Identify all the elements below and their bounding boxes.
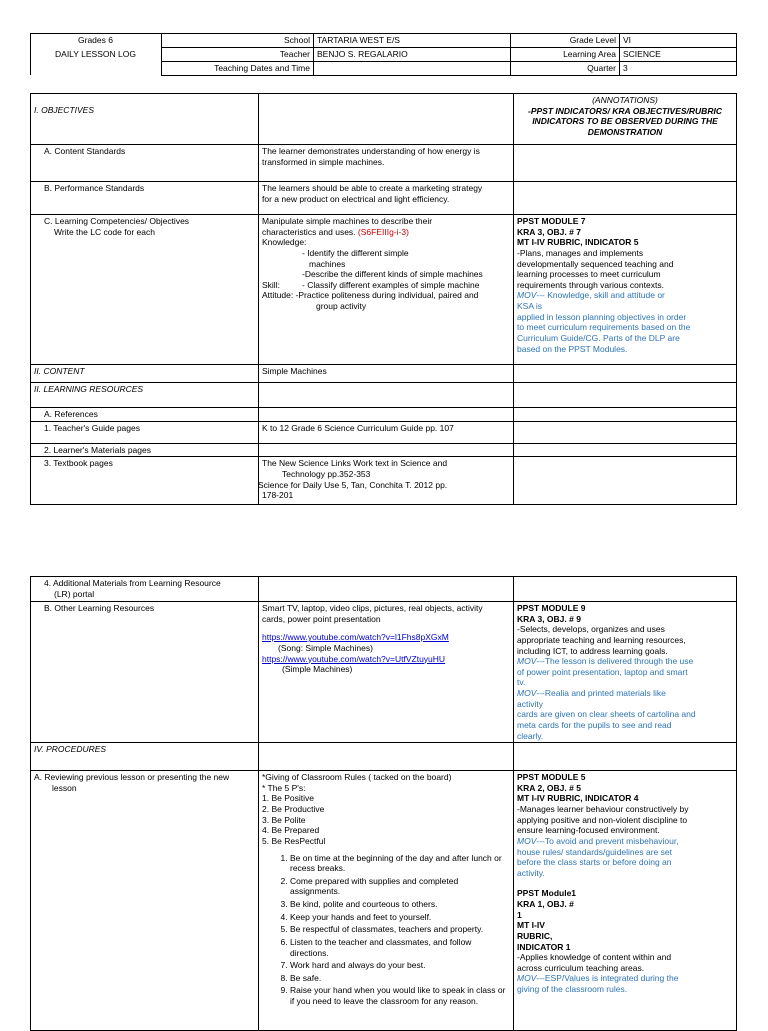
additional-materials-label: 4. Additional Materials from Learning Resource (LR) portal — [31, 577, 259, 602]
procedures-heading: IV. PROCEDURES — [31, 743, 259, 771]
objectives-content-cell — [259, 94, 514, 145]
other-resources-text: Smart TV, laptop, video clips, pictures, real objects, activity cards, power point presentation https://www.youtube.com/watch?v=l1Fhs8pXGxM (Song: Simple Machines) https://www.youtube.com/watch?v=UtfVZtuyuHU (Simple Machines) — [259, 602, 514, 743]
content-standards-label: A. Content Standards — [31, 145, 259, 182]
teaching-dates-value — [314, 62, 511, 76]
rule-item: 8. Be safe. — [290, 973, 510, 984]
teacher-label: Teacher — [162, 48, 314, 62]
classroom-rules-text: *Giving of Classroom Rules ( tacked on the board) * The 5 P's: 1. Be Positive 2. Be Productive 3. Be Polite 4. Be Prepared 5. Be ResPectful 1. Be on time at the beginning of the day and after lunch or recess breaks. 2. Come prepared with supplies and completed assignments. 3. Be kind, polite and courteous to others. 4. Keep your hands and feet to yourself. 5. Be respectful of classmates, teachers and property. 6. Listen to the teacher and classmates, and follow directions. 7. Work hard and always do your best. 8. Be safe. 9. Raise your hand when you would like to speak in class or if you need to leave the classroom for any reason. — [259, 771, 514, 1031]
other-resources-label: B. Other Learning Resources — [31, 602, 259, 743]
rule-item: 4. Keep your hands and feet to yourself. — [290, 912, 510, 923]
resources-procedures-table — [30, 576, 737, 1031]
lc-code: (S6FEIIIg-i-3) — [357, 226, 409, 237]
performance-standards-annotation — [514, 182, 737, 215]
classroom-rules-list — [262, 853, 510, 1007]
rule-item: 5. Be respectful of classmates, teachers and property. — [290, 924, 510, 935]
rule-item: 1. Be on time at the beginning of the day and after lunch or recess breaks. — [290, 853, 510, 874]
objectives-table — [30, 93, 737, 505]
learning-resources-heading: II. LEARNING RESOURCES — [31, 383, 259, 408]
teachers-guide-annotation — [514, 421, 737, 443]
content-heading: II. CONTENT — [31, 365, 259, 383]
content-standards-annotation — [514, 145, 737, 182]
grade-level-label: Grade Level — [511, 34, 620, 48]
content-text: Simple Machines — [259, 365, 514, 383]
learners-materials-text — [259, 443, 514, 457]
learning-resources-annotation — [514, 383, 737, 408]
learners-materials-label: 2. Learner's Materials pages — [31, 443, 259, 457]
competencies-annotation: PPST MODULE 7 KRA 3, OBJ. # 7 MT I-IV RUBRIC, INDICATOR 5 -Plans, manages and implements developmentally sequenced teaching and learning processes to meet curriculum requirements through various contexts. MOV--- Knowledge, skill and attitude or KSA is applied in lesson planning objectives in order to meet curriculum requirements based on the Curriculum Guide/CG. Parts of the DLP are based on the PPST Modules. — [514, 215, 737, 365]
youtube-link-video[interactable]: https://www.youtube.com/watch?v=UtfVZtuyuHU — [262, 653, 446, 664]
procedures-annotation — [514, 743, 737, 771]
teachers-guide-label: 1. Teacher's Guide pages — [31, 421, 259, 443]
header-table — [161, 33, 737, 76]
other-resources-annotation: PPST MODULE 9 KRA 3, OBJ. # 9 -Selects, develops, organizes and uses appropriate teaching and learning resources, including ICT, to address learning goals. MOV---The lesson is delivered through the use of power point presentation, laptop and smart tv. MOV---Realia and printed materials like activity cards are given on clear sheets of cartolina and meta cards for the pupils to see and read clearly. — [514, 602, 737, 743]
teacher-value: BENJO S. REGALARIO — [314, 48, 511, 62]
teaching-dates-label: Teaching Dates and Time — [162, 62, 314, 76]
textbook-label: 3. Textbook pages — [31, 457, 259, 505]
performance-standards-text: The learners should be able to create a marketing strategy for a new product on electrical and light efficiency. — [259, 182, 514, 215]
competencies-label: C. Learning Competencies/ Objectives Write the LC code for each — [31, 215, 259, 365]
rule-item: 3. Be kind, polite and courteous to others. — [290, 899, 510, 910]
learners-materials-annotation — [514, 443, 737, 457]
additional-materials-text — [259, 577, 514, 602]
additional-materials-annotation — [514, 577, 737, 602]
content-annotation — [514, 365, 737, 383]
review-lesson-label: A. Reviewing previous lesson or presenting the new lesson — [31, 771, 259, 1031]
competencies-text: Manipulate simple machines to describe their characteristics and uses. (S6FEIIIg-i-3) Knowledge: - Identify the different simple machines -Describe the different kinds of simple machines Skill: - Classify different examples of simple machine Attitude: -Practice politeness during individual, paired and group activity — [259, 215, 514, 365]
references-content — [259, 408, 514, 422]
teachers-guide-text: K to 12 Grade 6 Science Curriculum Guide pp. 107 — [259, 421, 514, 443]
school-label: School — [162, 34, 314, 48]
learning-resources-content — [259, 383, 514, 408]
grades-label: Grades 6 — [78, 35, 113, 45]
references-annotation — [514, 408, 737, 422]
learning-area-label: Learning Area — [511, 48, 620, 62]
grade-level-value: VI — [620, 34, 737, 48]
performance-standards-label: B. Performance Standards — [31, 182, 259, 215]
youtube-link-song[interactable]: https://www.youtube.com/watch?v=l1Fhs8pXGxM — [262, 632, 449, 643]
quarter-label: Quarter — [511, 62, 620, 76]
content-standards-text: The learner demonstrates understanding of how energy is transformed in simple machines. — [259, 145, 514, 182]
objectives-heading: I. OBJECTIVES — [31, 94, 259, 145]
daily-lesson-log-title: DAILY LESSON LOG — [55, 49, 136, 59]
procedures-content — [259, 743, 514, 771]
textbook-text: The New Science Links Work text in Science and Technology pp.352-353 Science for Daily Use 5, Tan, Conchita T. 2012 pp. 178-201 — [259, 457, 514, 505]
rule-item: 6. Listen to the teacher and classmates, and follow directions. — [290, 937, 510, 958]
school-value: TARTARIA WEST E/S — [314, 34, 511, 48]
rule-item: 2. Come prepared with supplies and completed assignments. — [290, 876, 510, 897]
review-annotation: PPST MODULE 5 KRA 2, OBJ. # 5 MT I-IV RUBRIC, INDICATOR 4 -Manages learner behaviour constructively by applying positive and non-violent discipline to ensure learning-focused environment. MOV---To avoid and prevent misbehaviour, house rules/ standards/guidelines are set before the class starts or before doing an activity. PPST Module1 KRA 1, OBJ. # 1 MT I-IV RUBRIC, INDICATOR 1 -Applies knowledge of content within and across curriculum teaching areas. MOV---ESP/Values is integrated during the giving of the classroom rules. — [514, 771, 737, 1031]
quarter-value: 3 — [620, 62, 737, 76]
textbook-annotation — [514, 457, 737, 505]
annotations-heading: (ANNOTATIONS) -PPST INDICATORS/ KRA OBJECTIVES/RUBRIC INDICATORS TO BE OBSERVED DURING THE DEMONSTRATION — [514, 94, 737, 145]
rule-item: 7. Work hard and always do your best. — [290, 960, 510, 971]
learning-area-value: SCIENCE — [620, 48, 737, 62]
references-label: A. References — [31, 408, 259, 422]
rule-item: 9. Raise your hand when you would like to speak in class or if you need to leave the classroom for any reason. — [290, 985, 510, 1006]
